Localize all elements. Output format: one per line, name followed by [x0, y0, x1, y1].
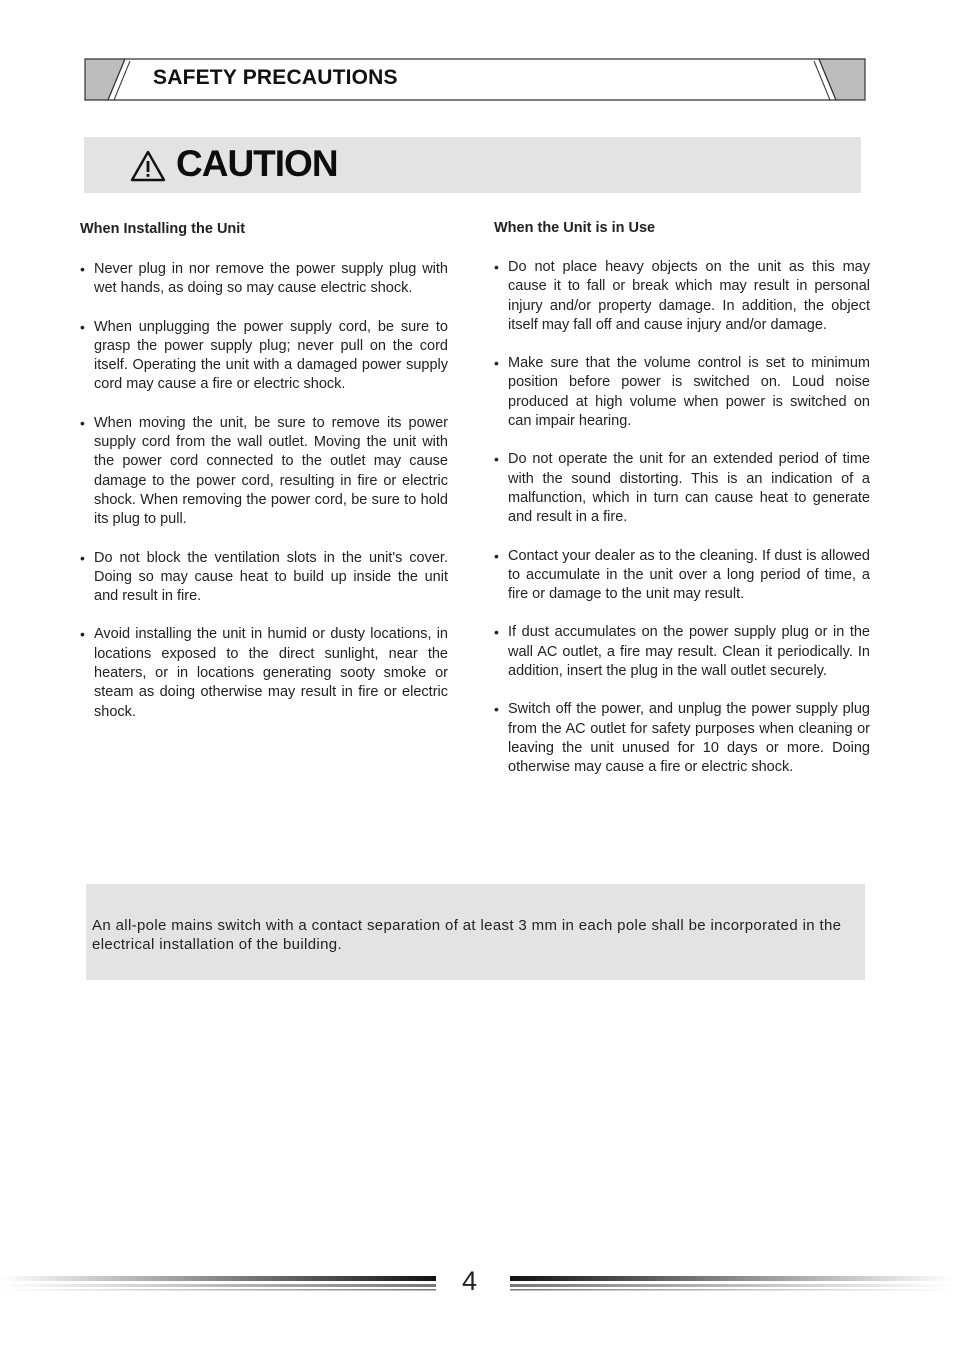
- list-item: • Do not place heavy objects on the unit as this may cause it to fall or break which may result in personal injury and/or property damage. In addition, the object itself may fall off and cause injury and/or damage.: [494, 258, 870, 335]
- list-item: • Make sure that the volume control is set to minimum position before power is switched on. Loud noise produced at high volume when power is switched on can impair hearing.: [494, 354, 870, 431]
- list-item: • Switch off the power, and unplug the power supply plug from the AC outlet for safety purposes when cleaning or leaving the unit unused for 10 days or more. Doing otherwise may cause a fire or electric shock.: [494, 700, 870, 777]
- warning-triangle-icon: [130, 150, 166, 182]
- section-title: SAFETY PRECAUTIONS: [153, 66, 398, 89]
- page-number: 4: [462, 1266, 478, 1296]
- list-item: • If dust accumulates on the power supply plug or in the wall AC outlet, a fire may result. Clean it periodically. In addition, insert the plug in the wall outlet securely.: [494, 623, 870, 681]
- list-item: • When unplugging the power supply cord, be sure to grasp the power supply plug; never pull on the cord itself. Operating the unit with a damaged power supply cord may cause a fire or electric shock.: [80, 318, 448, 395]
- footer-rule-right: [510, 1272, 954, 1294]
- list-item: • Contact your dealer as to the cleaning. If dust is allowed to accumulate in the unit over a long period of time, a fire or damage to the unit may result.: [494, 547, 870, 605]
- footer-rule-left: [0, 1272, 436, 1294]
- installation-note-text: An all-pole mains switch with a contact separation of at least 3 mm in each pole shall be incorporated in the electrical installation of the building.: [92, 917, 842, 953]
- list-item: • Do not block the ventilation slots in the unit's cover. Doing so may cause heat to build up inside the unit and result in fire.: [80, 549, 448, 607]
- list-item: • Never plug in nor remove the power supply plug with wet hands, as doing so may cause electric shock.: [80, 260, 448, 299]
- list-item: • When moving the unit, be sure to remove its power supply cord from the wall outlet. Moving the unit with the power cord connected to the outlet may cause damage to the power cord, resulting in fire or electric shock. When removing the power cord, be sure to hold its plug to pull.: [80, 414, 448, 530]
- in-use-list: [494, 258, 870, 797]
- installing-list: [80, 260, 448, 741]
- list-item: • Do not operate the unit for an extended period of time with the sound distorting. This is an indication of a malfunction, which in turn can cause heat to generate and result in a fire.: [494, 450, 870, 527]
- caution-title: CAUTION: [176, 143, 338, 184]
- installing-heading: When Installing the Unit: [80, 221, 246, 237]
- list-item: • Avoid installing the unit in humid or dusty locations, in locations exposed to the direct sunlight, near the heaters, or in locations generating sooty smoke or steam as doing otherwise may result in fire or electric shock.: [80, 625, 448, 721]
- in-use-heading: When the Unit is in Use: [494, 220, 656, 236]
